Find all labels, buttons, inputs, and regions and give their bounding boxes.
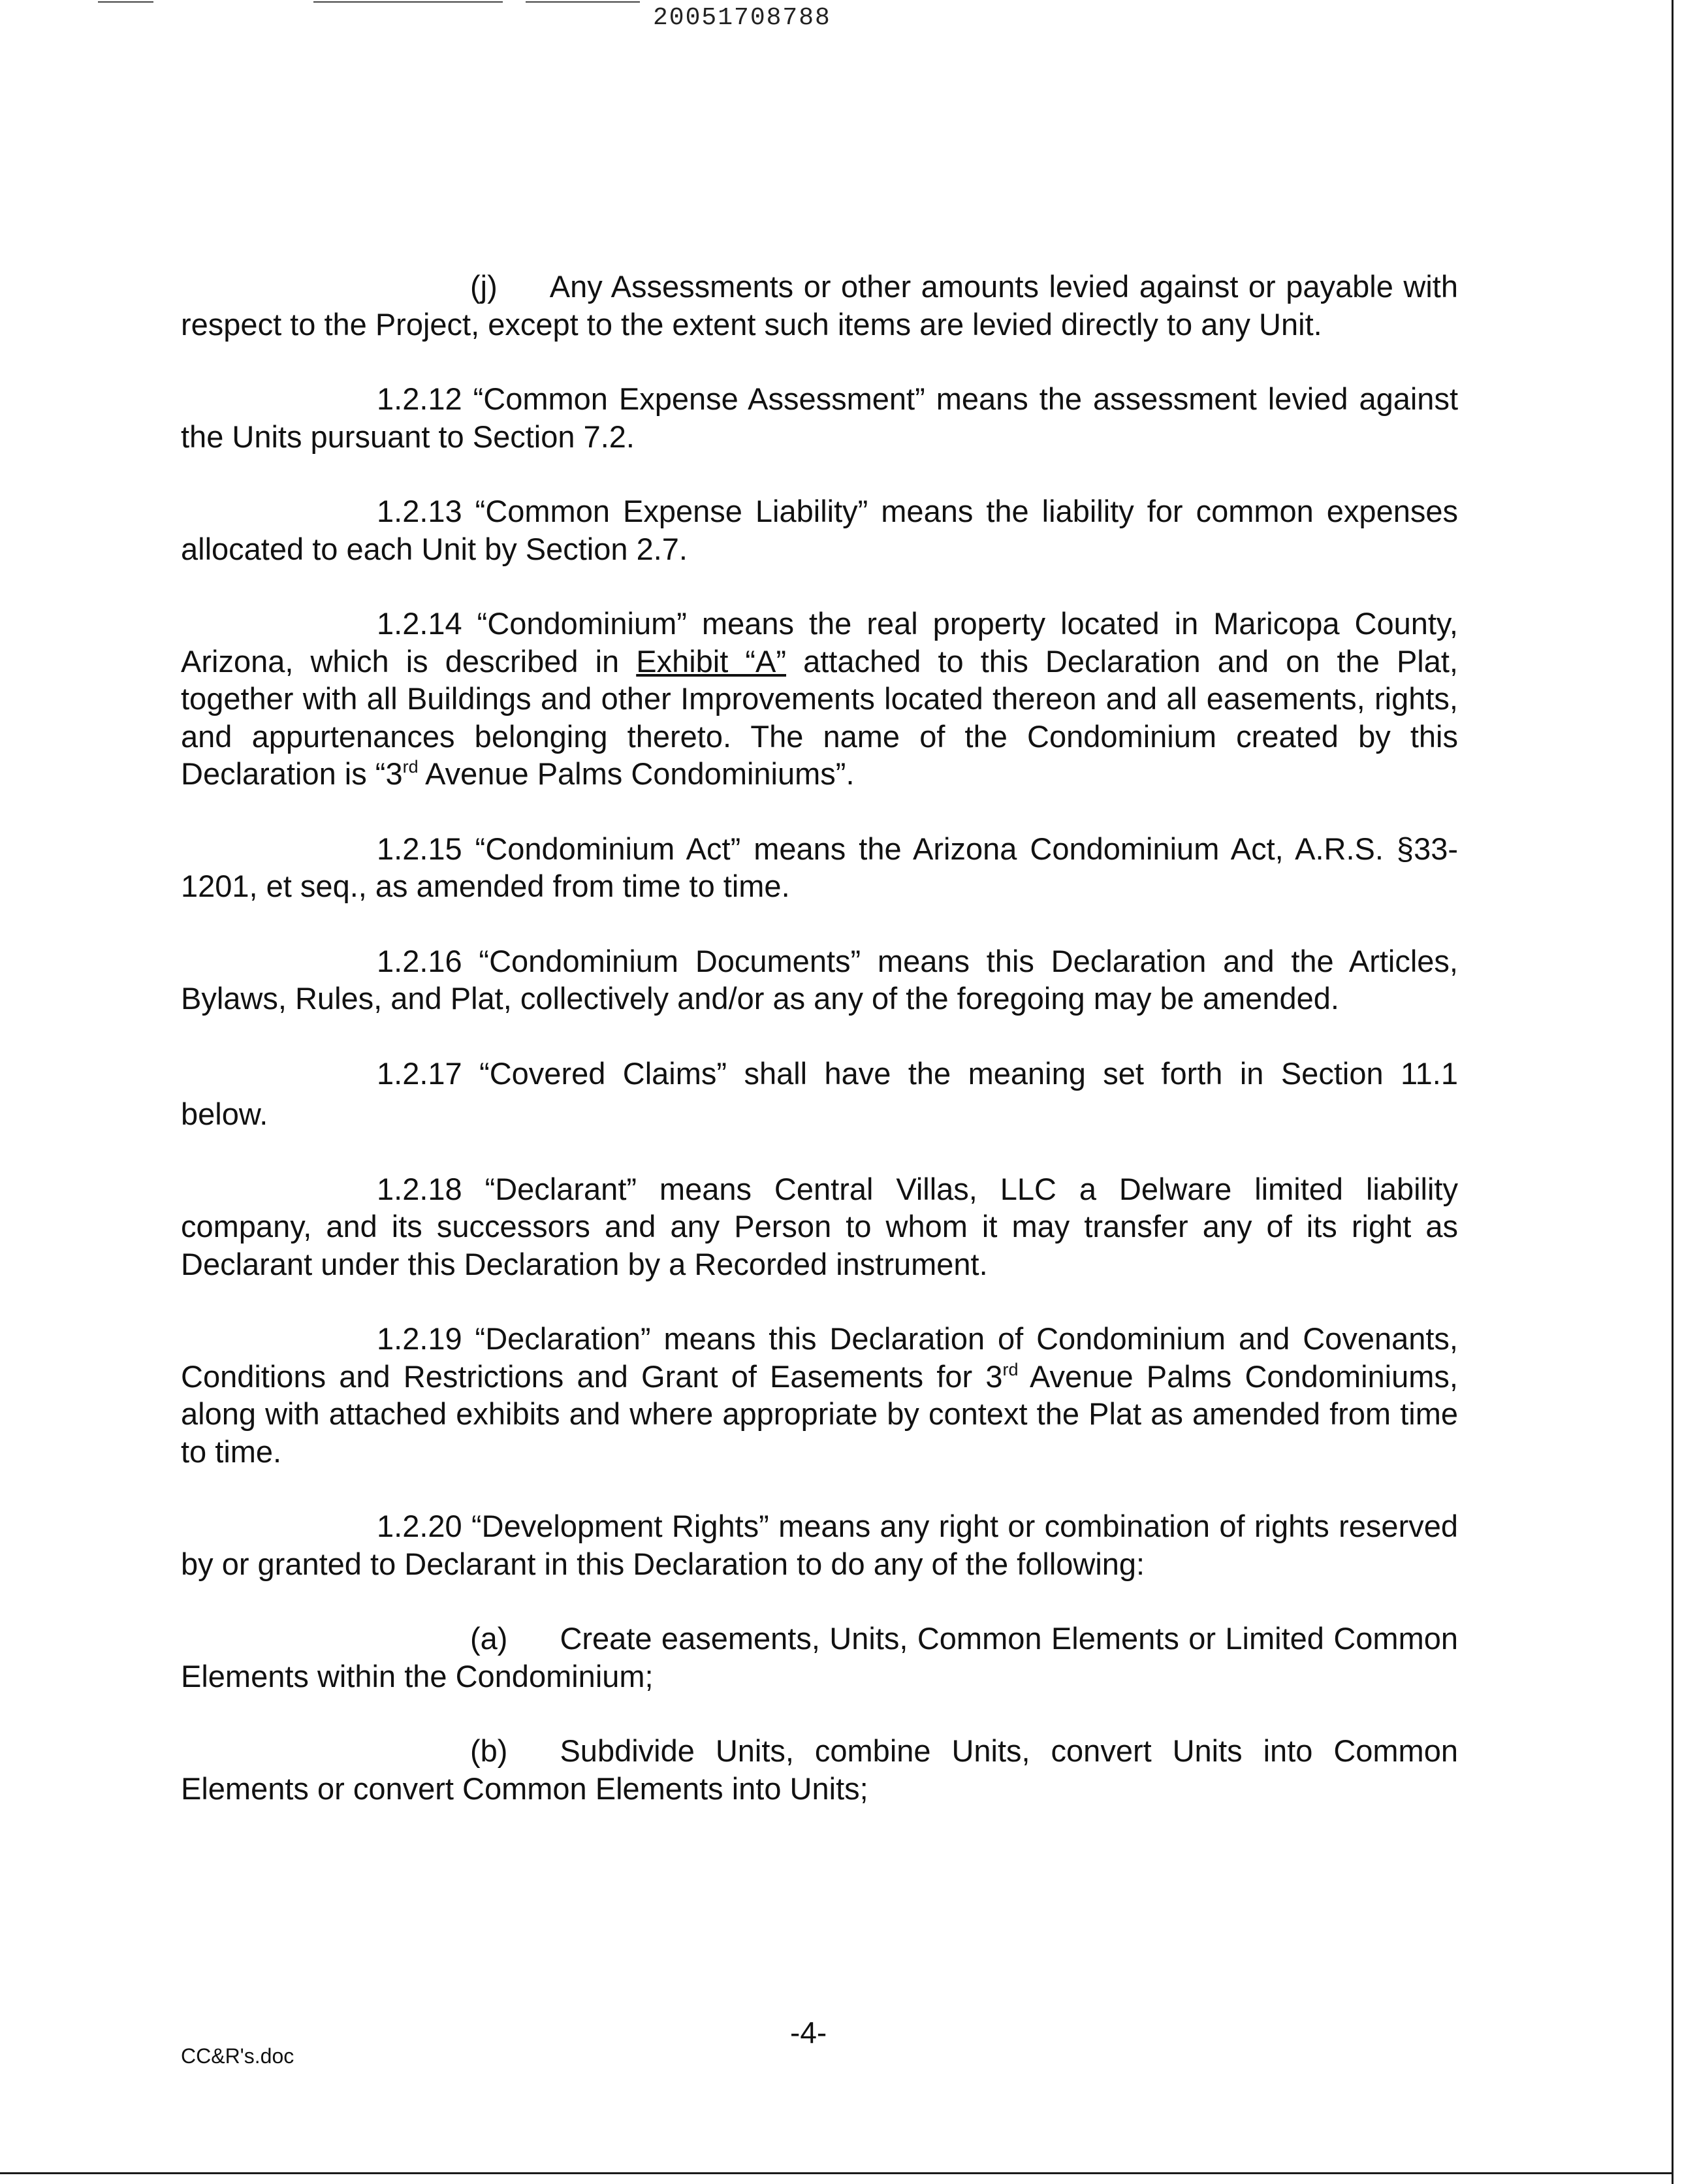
definition-1-2-19-part-b: Avenue Palms Condominiums, along with attached exhibits and where appropriate by context the Plat as amended from time to time.: [181, 1358, 1458, 1469]
ordinal-superscript: rd: [1002, 1359, 1019, 1379]
page-right-border: [1672, 0, 1674, 2184]
page-number: -4-: [790, 2015, 827, 2049]
paragraph-b: [181, 1732, 1458, 1807]
paragraph-a-text: Create easements, Units, Common Elements or Limited Common Elements within the Condominium;: [181, 1621, 1458, 1694]
definition-1-2-19-part-a: 1.2.19 “Declaration” means this Declaration of Condominium and Covenants, Conditions and Restrictions and Grant of Easements for 3: [181, 1321, 1458, 1394]
definition-1-2-14: [181, 605, 1458, 793]
page-bottom-border: [0, 2172, 1674, 2174]
definition-1-2-14-part-c: Avenue Palms Condominiums”.: [418, 756, 855, 791]
definition-1-2-14-part-a: 1.2.14 “Condominium” means the real property located in Maricopa County, Arizona, which is described in: [181, 606, 1458, 679]
paragraph-j: [181, 268, 1458, 343]
definition-1-2-15: 1.2.15 “Condominium Act” means the Arizona Condominium Act, A.R.S. §33-1201, et seq., as amended from time to time.: [181, 831, 1458, 903]
paragraph-b-text: Subdivide Units, combine Units, convert Units into Common Elements or convert Common Elements into Units;: [181, 1733, 1458, 1806]
scan-artifact-rule: [526, 1, 640, 3]
item-marker-b: (b): [470, 1733, 508, 1768]
ordinal-superscript: rd: [402, 757, 419, 777]
paragraph-a: [181, 1620, 1458, 1695]
definition-1-2-18: 1.2.18 “Declarant” means Central Villas, LLC a Delware limited liability company, and its successors and any Person to whom it may transfer any of its right as Declarant under this Declaration by a Recorded instrument.: [181, 1171, 1458, 1281]
item-marker-a: (a): [470, 1621, 508, 1656]
footer-filename: CC&R's.doc: [181, 2044, 294, 2068]
document-body: [181, 268, 1458, 1844]
paragraph-j-text: Any Assessments or other amounts levied against or payable with respect to the Project, except to the extent such items are levied directly to any Unit.: [181, 269, 1458, 342]
definition-1-2-17-line-1: 1.2.17 “Covered Claims” shall have the meaning set forth in Section 11.1: [377, 1055, 1458, 1091]
definition-1-2-16: 1.2.16 “Condominium Documents” means this Declaration and the Articles, Bylaws, Rules, and Plat, collectively and/or as any of the foregoing may be amended.: [181, 943, 1458, 1016]
definition-1-2-14-part-b: attached to this Declaration and on the Plat, together with all Buildings and other Improvements located thereon and all easements, rights, and appurtenances belonging thereto. The name of the Condominium created by this Declaration is “3: [181, 643, 1458, 791]
definition-1-2-17-line-2: below.: [181, 1097, 268, 1131]
scan-artifact-rule: [98, 1, 153, 3]
exhibit-a-reference: Exhibit “A”: [636, 643, 787, 679]
item-marker-j: (j): [470, 269, 498, 304]
definition-1-2-12: 1.2.12 “Common Expense Assessment” means the assessment levied against the Units pursuant to Section 7.2.: [181, 381, 1458, 454]
definition-1-2-20: 1.2.20 “Development Rights” means any right or combination of rights reserved by or granted to Declarant in this Declaration to do any of the following:: [181, 1509, 1458, 1581]
recording-number: 20051708788: [653, 4, 831, 32]
scan-artifact-rule: [313, 1, 503, 3]
definition-1-2-13: 1.2.13 “Common Expense Liability” means the liability for common expenses allocated to each Unit by Section 2.7.: [181, 494, 1458, 566]
definition-1-2-17: [181, 1055, 1458, 1133]
definition-1-2-19: [181, 1320, 1458, 1470]
